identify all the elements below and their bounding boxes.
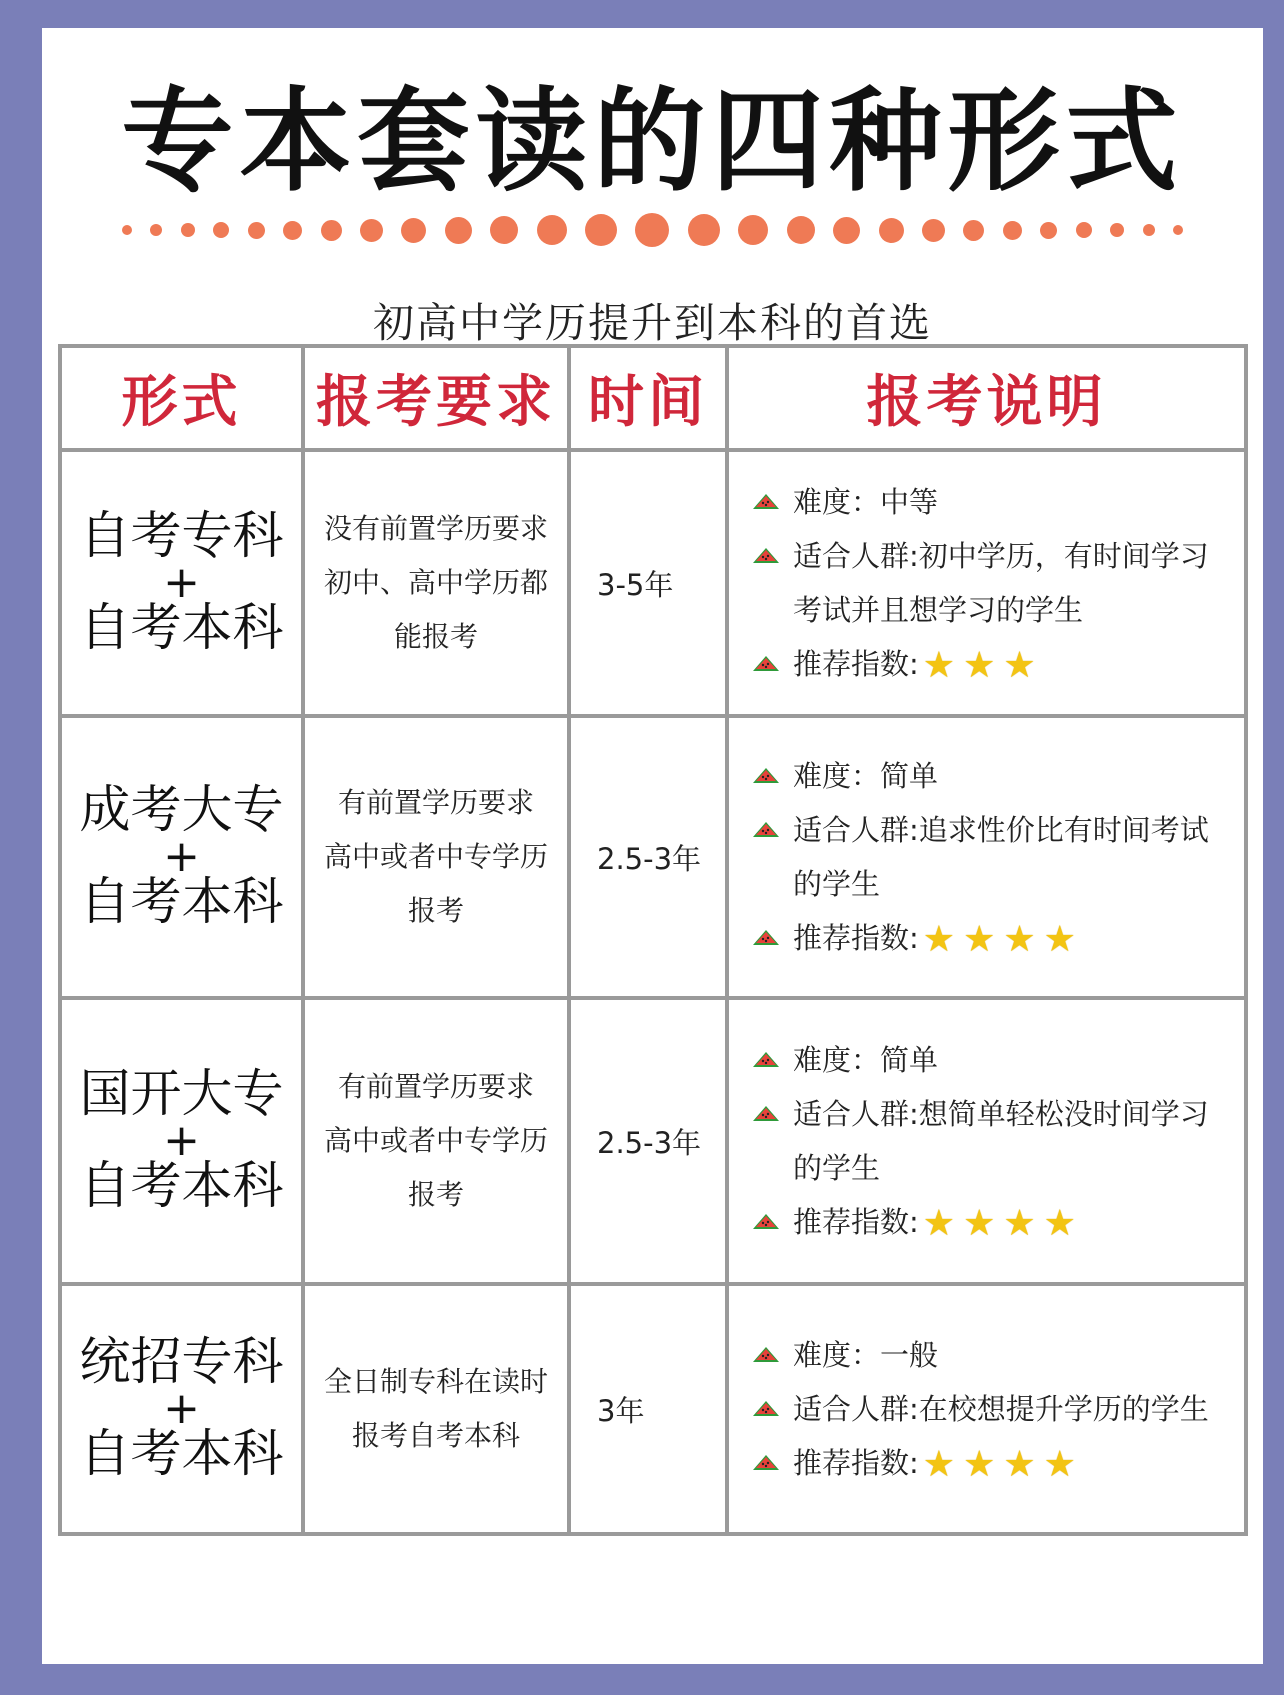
difficulty-item [751,749,1228,803]
star-rating [922,1203,1076,1244]
plus-sign: + [163,1383,200,1434]
time-cell: 2.5-3年 [569,998,727,1284]
requirement-line: 高中或者中专学历 [323,1124,548,1157]
watermelon-icon [751,749,793,803]
star-icon: ★ [963,1203,996,1244]
difficulty-text: 难度：简单 [793,1043,939,1077]
star-icon: ★ [922,645,956,686]
requirement-line: 高中或者中专学历 [323,840,548,873]
header-form: 形式 [60,346,303,450]
table-row [60,716,1246,998]
plus-sign: + [163,557,200,608]
header-time: 时间 [569,346,727,450]
star-rating [922,1444,1076,1485]
table-header-row [60,346,1246,450]
star-icon: ★ [1043,1444,1076,1485]
form-line-1: 国开大专 [79,1065,284,1124]
recommend-item [751,1436,1228,1490]
description-cell [727,998,1246,1284]
divider-dot [1040,222,1057,239]
form-line-2: 自考本科 [79,599,284,658]
divider-dot [490,216,518,244]
recommend-item [751,637,1228,691]
divider-dot [1173,225,1183,235]
comparison-table [58,344,1248,1536]
recommend-label: 推荐指数: [793,1446,919,1480]
difficulty-item [751,1328,1228,1382]
divider-dot [1143,224,1155,236]
audience-text: 适合人群:初中学历，有时间学习考试并且想学习的学生 [793,539,1209,627]
star-rating [922,645,1036,686]
star-icon: ★ [963,919,996,960]
star-icon: ★ [1003,645,1036,686]
divider-dot [537,215,567,245]
star-icon: ★ [1003,919,1036,960]
form-cell [60,450,303,716]
dot-divider [122,210,1183,250]
watermelon-icon [751,1087,793,1141]
watermelon-icon [751,529,793,583]
divider-dot [922,219,945,242]
watermelon-icon [751,637,793,691]
time-cell: 3-5年 [569,450,727,716]
time-cell: 2.5-3年 [569,716,727,998]
audience-item [751,1382,1228,1436]
audience-item [751,1087,1228,1195]
divider-dot [738,215,768,245]
description-cell [727,716,1246,998]
requirement-line: 有前置学历要求 [337,1070,534,1103]
divider-dot [688,214,720,246]
star-icon: ★ [1043,919,1076,960]
requirement-cell [303,716,569,998]
header-description: 报考说明 [727,346,1246,450]
star-icon: ★ [1003,1203,1036,1244]
audience-text: 适合人群:追求性价比有时间考试的学生 [793,813,1209,901]
divider-dot [963,220,984,241]
time-cell: 3年 [569,1284,727,1534]
divider-dot [879,218,904,243]
divider-dot [635,213,669,247]
form-line-2: 自考本科 [79,1425,284,1484]
recommend-label: 推荐指数: [793,921,919,955]
page-subtitle: 初高中学历提升到本科的首选 [373,299,932,347]
divider-dot [248,222,265,239]
form-line-1: 成考大专 [79,781,284,840]
watermelon-icon [751,803,793,857]
requirement-line: 全日制专科在读时 [323,1365,548,1398]
form-line-1: 自考专科 [79,507,284,566]
requirement-line: 没有前置学历要求 [323,512,548,545]
description-cell [727,450,1246,716]
recommend-label: 推荐指数: [793,1205,919,1239]
divider-dot [1076,222,1092,238]
divider-dot [787,216,815,244]
watermelon-icon [751,1436,793,1490]
description-cell [727,1284,1246,1534]
plus-sign: + [163,1115,200,1166]
watermelon-icon [751,911,793,965]
recommend-item [751,1195,1228,1249]
difficulty-item [751,475,1228,529]
difficulty-text: 难度：中等 [793,485,939,519]
requirement-line: 报考自考本科 [351,1419,520,1452]
audience-text: 适合人群:在校想提升学历的学生 [793,1392,1209,1426]
recommend-label: 推荐指数: [793,647,919,681]
divider-dot [833,217,860,244]
watermelon-icon [751,1382,793,1436]
requirement-line: 能报考 [393,620,478,653]
form-line-2: 自考本科 [79,1157,284,1216]
recommend-item [751,911,1228,965]
difficulty-item [751,1033,1228,1087]
divider-dot [1110,223,1124,237]
table-row [60,1284,1246,1534]
divider-dot [181,223,195,237]
difficulty-text: 难度：一般 [793,1338,939,1372]
form-cell [60,1284,303,1534]
star-icon: ★ [1043,1203,1076,1244]
header-requirements: 报考要求 [303,346,569,450]
star-icon: ★ [1003,1444,1036,1485]
page-title: 专本套读的四种形式 [121,77,1184,207]
divider-dot [283,221,302,240]
divider-dot [321,220,342,241]
watermelon-icon [751,1328,793,1382]
divider-dot [122,225,132,235]
star-icon: ★ [922,1203,956,1244]
divider-dot [360,219,383,242]
requirement-cell [303,998,569,1284]
star-icon: ★ [963,1444,996,1485]
form-line-2: 自考本科 [79,873,284,932]
requirement-line: 有前置学历要求 [337,786,534,819]
divider-dot [213,222,229,238]
audience-text: 适合人群:想简单轻松没时间学习的学生 [793,1097,1209,1185]
difficulty-text: 难度：简单 [793,759,939,793]
watermelon-icon [751,1033,793,1087]
divider-dot [150,224,162,236]
divider-dot [585,214,617,246]
star-icon: ★ [922,919,956,960]
audience-item [751,529,1228,637]
plus-sign: + [163,831,200,882]
requirement-line: 报考 [407,894,464,927]
requirement-line: 初中、高中学历都 [323,566,548,599]
audience-item [751,803,1228,911]
form-line-1: 统招专科 [79,1333,284,1392]
table-row [60,998,1246,1284]
divider-dot [445,217,472,244]
form-cell [60,998,303,1284]
table-row [60,450,1246,716]
divider-dot [401,218,426,243]
requirement-cell [303,1284,569,1534]
watermelon-icon [751,475,793,529]
divider-dot [1003,221,1022,240]
watermelon-icon [751,1195,793,1249]
star-icon: ★ [922,1444,956,1485]
poster-card [42,28,1263,1664]
form-cell [60,716,303,998]
requirement-cell [303,450,569,716]
requirement-line: 报考 [407,1178,464,1211]
star-rating [922,919,1076,960]
star-icon: ★ [963,645,996,686]
